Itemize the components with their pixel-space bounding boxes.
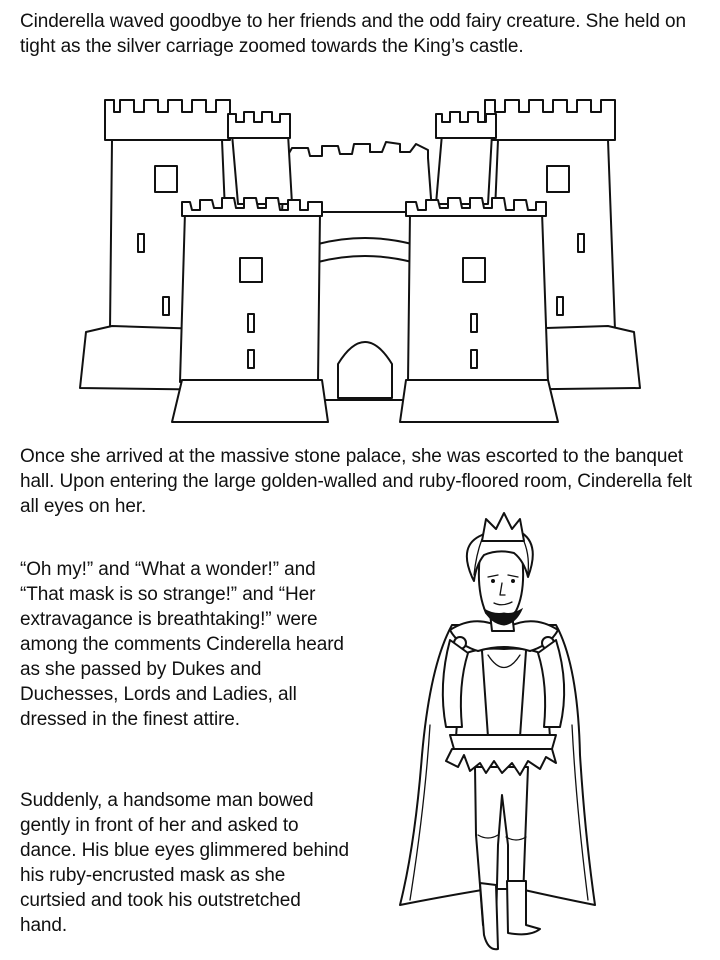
story-paragraph-4: Suddenly, a handsome man bowed gently in front of her and asked to dance. His blue eyes glimmered behind his ruby-encrusted mask as she curtsied and took his outstretched hand. (20, 790, 349, 936)
story-paragraph-3: “Oh my!” and “What a wonder!” and “That mask is so strange!” and “Her extravagance is breathtaking!” were among the comments Cinderella heard as she passed by Dukes and Duchesses, Lords and Ladies, all dressed in the finest attire. (20, 559, 344, 730)
castle-illustration (60, 92, 650, 432)
prince-illustration (380, 505, 620, 955)
prince-doublet (456, 649, 550, 737)
prince-crown (482, 513, 524, 541)
story-paragraph-2: Once she arrived at the massive stone palace, she was escorted to the banquet hall. Upon entering the large golden-walled and ruby-floored room, Cinderella felt all eyes on her. (20, 446, 692, 517)
story-paragraph-1: Cinderella waved goodbye to her friends and the odd fairy creature. She held on tight as the silver carriage zoomed towards the King’s castle. (20, 11, 686, 57)
prince-boot-left (480, 883, 498, 949)
